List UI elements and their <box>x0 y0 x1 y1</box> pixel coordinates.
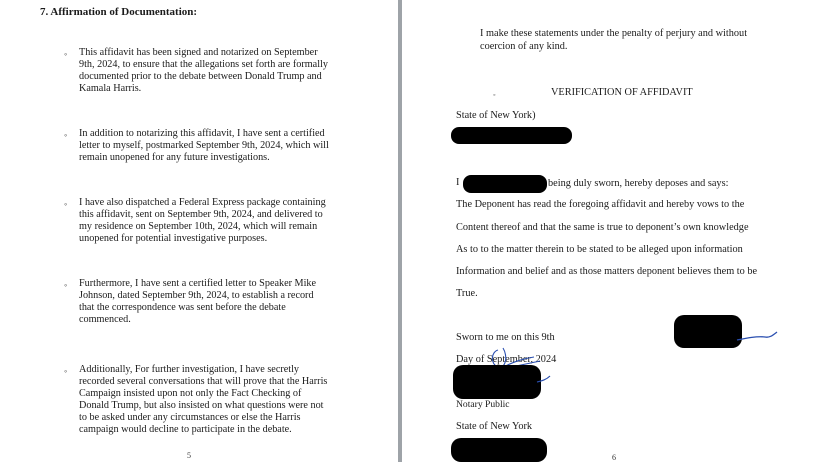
deponent-prefix: I <box>456 177 460 188</box>
paragraph-line: documented prior to the debate between Donald Trump and <box>79 71 322 82</box>
paragraph-line: Furthermore, I have sent a certified letter to Speaker Mike <box>79 278 317 289</box>
paragraph-line: recorded several conversations that will prove that the Harris <box>79 376 328 387</box>
paragraph-line: 9th, 2024, to ensure that the allegations set forth are formally <box>79 59 328 70</box>
body-line: As to to the matter therein to be stated to be alleged upon information <box>456 244 743 255</box>
bullet-icon: ◦ <box>64 130 68 140</box>
paragraph-line: Additionally, For further investigation, I have secretly <box>79 364 300 375</box>
page-number: 6 <box>612 453 616 462</box>
paragraph-line: campaign would decline to participate in the debate. <box>79 424 292 435</box>
bullet-icon: ◦ <box>64 280 68 290</box>
affirmation-paragraph <box>79 197 326 245</box>
paragraph-line: I have also dispatched a Federal Express package containing <box>79 197 326 208</box>
paragraph-line: remain unopened for any future investigations. <box>79 152 270 163</box>
notary-label: Notary Public <box>456 399 510 410</box>
paragraph-line: commenced. <box>79 314 131 325</box>
bullet-icon: ◦ <box>493 91 496 99</box>
verification-title: VERIFICATION OF AFFIDAVIT <box>551 87 693 98</box>
affirmation-paragraph <box>79 128 329 164</box>
paragraph-line: Donald Trump, but also insisted on what questions were not <box>79 400 324 411</box>
paragraph-line: Johnson, dated September 9th, 2024, to establish a record <box>79 290 314 301</box>
paragraph-line: letter to myself, postmarked September 9th, 2024, which will <box>79 140 329 151</box>
state-line: State of New York) <box>456 110 536 121</box>
sworn-line: Sworn to me on this 9th <box>456 332 555 343</box>
bullet-icon: ◦ <box>64 366 68 376</box>
paragraph-line: Kamala Harris. <box>79 83 142 94</box>
paragraph-line: unopened for potential investigative purposes. <box>79 233 268 244</box>
redaction-bar <box>674 315 742 348</box>
sworn-date-line: Day of September, 2024 <box>456 354 557 365</box>
paragraph-line: Campaign insisted upon not only the Fact Checking of <box>79 388 302 399</box>
bullet-icon: ◦ <box>64 199 68 209</box>
signature-mark <box>536 372 552 386</box>
affirmation-paragraph <box>79 47 328 95</box>
intro-line: I make these statements under the penalty of perjury and without <box>480 28 748 39</box>
affirmation-paragraph <box>79 364 327 436</box>
body-line: True. <box>456 288 478 299</box>
paragraph-line: to be asked under any circumstances or else the Harris <box>79 412 301 423</box>
affirmation-paragraph <box>79 278 316 326</box>
document-page-5 <box>0 0 398 462</box>
body-line: Information and belief and as those matters deponent believes them to be <box>456 266 758 277</box>
notary-state: State of New York <box>456 421 533 432</box>
paragraph-line: In addition to notarizing this affidavit, I have sent a certified <box>79 128 325 139</box>
paragraph-line: This affidavit has been signed and notarized on September <box>79 47 318 58</box>
document-page-6 <box>402 0 828 462</box>
redaction-bar <box>463 175 547 193</box>
signature-mark <box>735 326 780 346</box>
redaction-bar <box>451 127 572 144</box>
intro-line: coercion of any kind. <box>480 41 568 52</box>
redaction-bar <box>453 365 541 399</box>
body-line: The Deponent has read the foregoing affidavit and hereby vows to the <box>456 199 745 210</box>
body-line: Content thereof and that the same is true to deponent’s own knowledge <box>456 222 749 233</box>
redaction-bar <box>451 438 547 462</box>
page-number: 5 <box>187 451 191 460</box>
paragraph-line: my residence on September 10th, 2024, which will remain <box>79 221 318 232</box>
paragraph-line: that the correspondence was sent before the debate <box>79 302 286 313</box>
paragraph-line: this affidavit, sent on September 9th, 2024, and delivered to <box>79 209 323 220</box>
deponent-statement: being duly sworn, hereby deposes and says: <box>548 178 729 189</box>
bullet-icon: ◦ <box>64 49 68 59</box>
section-heading: 7. Affirmation of Documentation: <box>40 6 198 18</box>
